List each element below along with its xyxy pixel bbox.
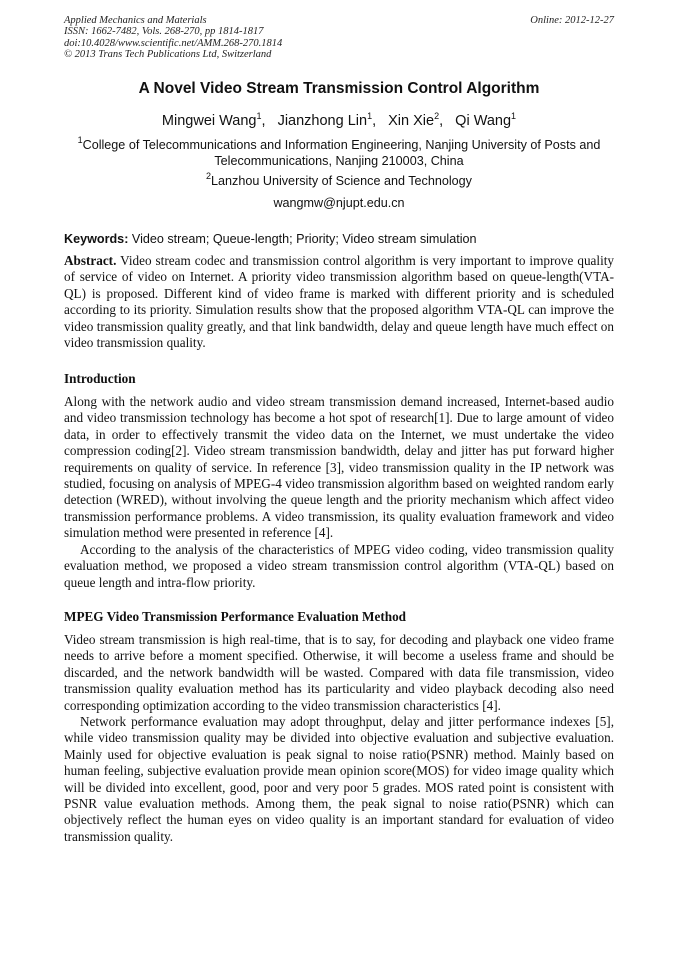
author-email: wangmw@njupt.edu.cn: [273, 196, 405, 210]
author-affil-mark: 2: [434, 111, 440, 121]
online-date: Online: 2012-12-27: [530, 15, 614, 26]
body-paragraph: Video stream transmission is high real-time, that is to say, for decoding and playback one video frame needs to arrive before a moment specified. Otherwise, it will become a useless frame and should be discarded, and the network bandwidth will be wasted. Compared with data file transmission, video transmission quality evaluation method has its particularity and video playback decoding also need corresponding optimization according to the video transmission characteristics [4].: [64, 632, 614, 713]
author-name: Xin Xie: [388, 113, 435, 129]
author: Mingwei Wang$^1$,: [161, 111, 266, 129]
section-heading-evaluation-method: MPEG Video Transmission Performance Evaluation Method: [64, 609, 407, 624]
author-name: Jianzhong Lin: [277, 113, 368, 129]
abstract-text: Video stream codec and transmission control algorithm is very important to improve quality of service of video on Internet. A priority video transmission algorithm based on queue-length(VTA-QL) is proposed. Different kind of video frame is marked with different priority and is scheduled according to its priority. Simulation results show that the proposed algorithm VTA-QL can improve the video transmission quality greatly, and that link bandwidth, delay and queue length have much effect on video transmission quality.: [64, 253, 614, 351]
author: [455, 113, 516, 129]
keywords: [64, 232, 614, 246]
author-affil-mark: 1: [256, 111, 262, 121]
abstract: [64, 253, 614, 351]
keywords-label: Keywords:: [64, 232, 129, 246]
keywords-text: Video stream; Queue-length; Priority; Video stream simulation: [131, 232, 477, 246]
author: Jianzhong Lin$^1$,: [277, 111, 377, 129]
section-heading-introduction: Introduction: [64, 371, 136, 386]
affiliation-mark: 2: [206, 171, 212, 181]
affiliation: [70, 171, 608, 190]
body-paragraph: Network performance evaluation may adopt throughput, delay and jitter performance indexes [5], while video transmission quality may be divided into objective evaluation and subjective evaluation. Mainly used for objective evaluation is peak signal to noise ratio(PSNR) method. Mainly based on human feeling, subjective evaluation provide mean opinion score(MOS) for video image quality which will be divided into excellent, good, poor and very poor 5 grades. MOS rated point is consistent with PSNR value evaluation methods. Among them, the peak signal to noise ratio(PSNR) which can objectively reflect the human eyes on video quality is an important standard for evaluation of video transmission quality.: [64, 714, 614, 844]
body-paragraph: Along with the network audio and video stream transmission demand increased, Internet-based audio and video transmission technology has become a hot spot of research[1]. Due to large amount of video data, in order to effectively transmit the video data on the Internet, we must undertake the video compression coding[2]. Video stream transmission bandwidth, delay and jitter has put forward higher requirements on quality of service. In reference [3], video transmission quality in the IP network was studied, focusing on analysis of MPEG-4 video transmission algorithm based on weighted random early detection (WRED), without involving the queue length and the priority mechanism which affect video transmission performance problems. A video transmission, its quality evaluation framework and video simulation method were presented in reference [4].: [64, 394, 614, 541]
affiliation-text: Lanzhou University of Science and Technology: [211, 174, 472, 188]
body-paragraph: According to the analysis of the characteristics of MPEG video coding, video transmission quality evaluation method, we proposed a video stream transmission control algorithm (VTA-QL) based on queue length and intra-flow priority.: [64, 542, 614, 590]
abstract-label: Abstract.: [64, 253, 117, 268]
author: Xin Xie$^2$,: [388, 111, 444, 129]
journal-header: [64, 15, 614, 61]
journal-copyright: © 2013 Trans Tech Publications Ltd, Switzerland: [64, 49, 272, 61]
author-affil-mark: 1: [511, 111, 517, 121]
author-name: Mingwei Wang: [161, 113, 257, 129]
author-name: Qi Wang: [455, 113, 512, 129]
journal-name: Applied Mechanics and Materials: [64, 15, 207, 26]
affiliation: [70, 135, 608, 169]
journal-issn: ISSN: 1662-7482, Vols. 268-270, pp 1814-1817: [64, 26, 264, 38]
author-list: [0, 113, 678, 129]
affiliation-mark: 1: [77, 135, 83, 145]
paper-title: A Novel Video Stream Transmission Control Algorithm: [138, 80, 540, 97]
journal-doi: doi:10.4028/www.scientific.net/AMM.268-270.1814: [64, 37, 283, 49]
affiliation-text: College of Telecommunications and Information Engineering, Nanjing University of Posts and Telecommunications, Nanjing 210003, China: [82, 138, 601, 168]
author-affil-mark: 1: [367, 111, 373, 121]
